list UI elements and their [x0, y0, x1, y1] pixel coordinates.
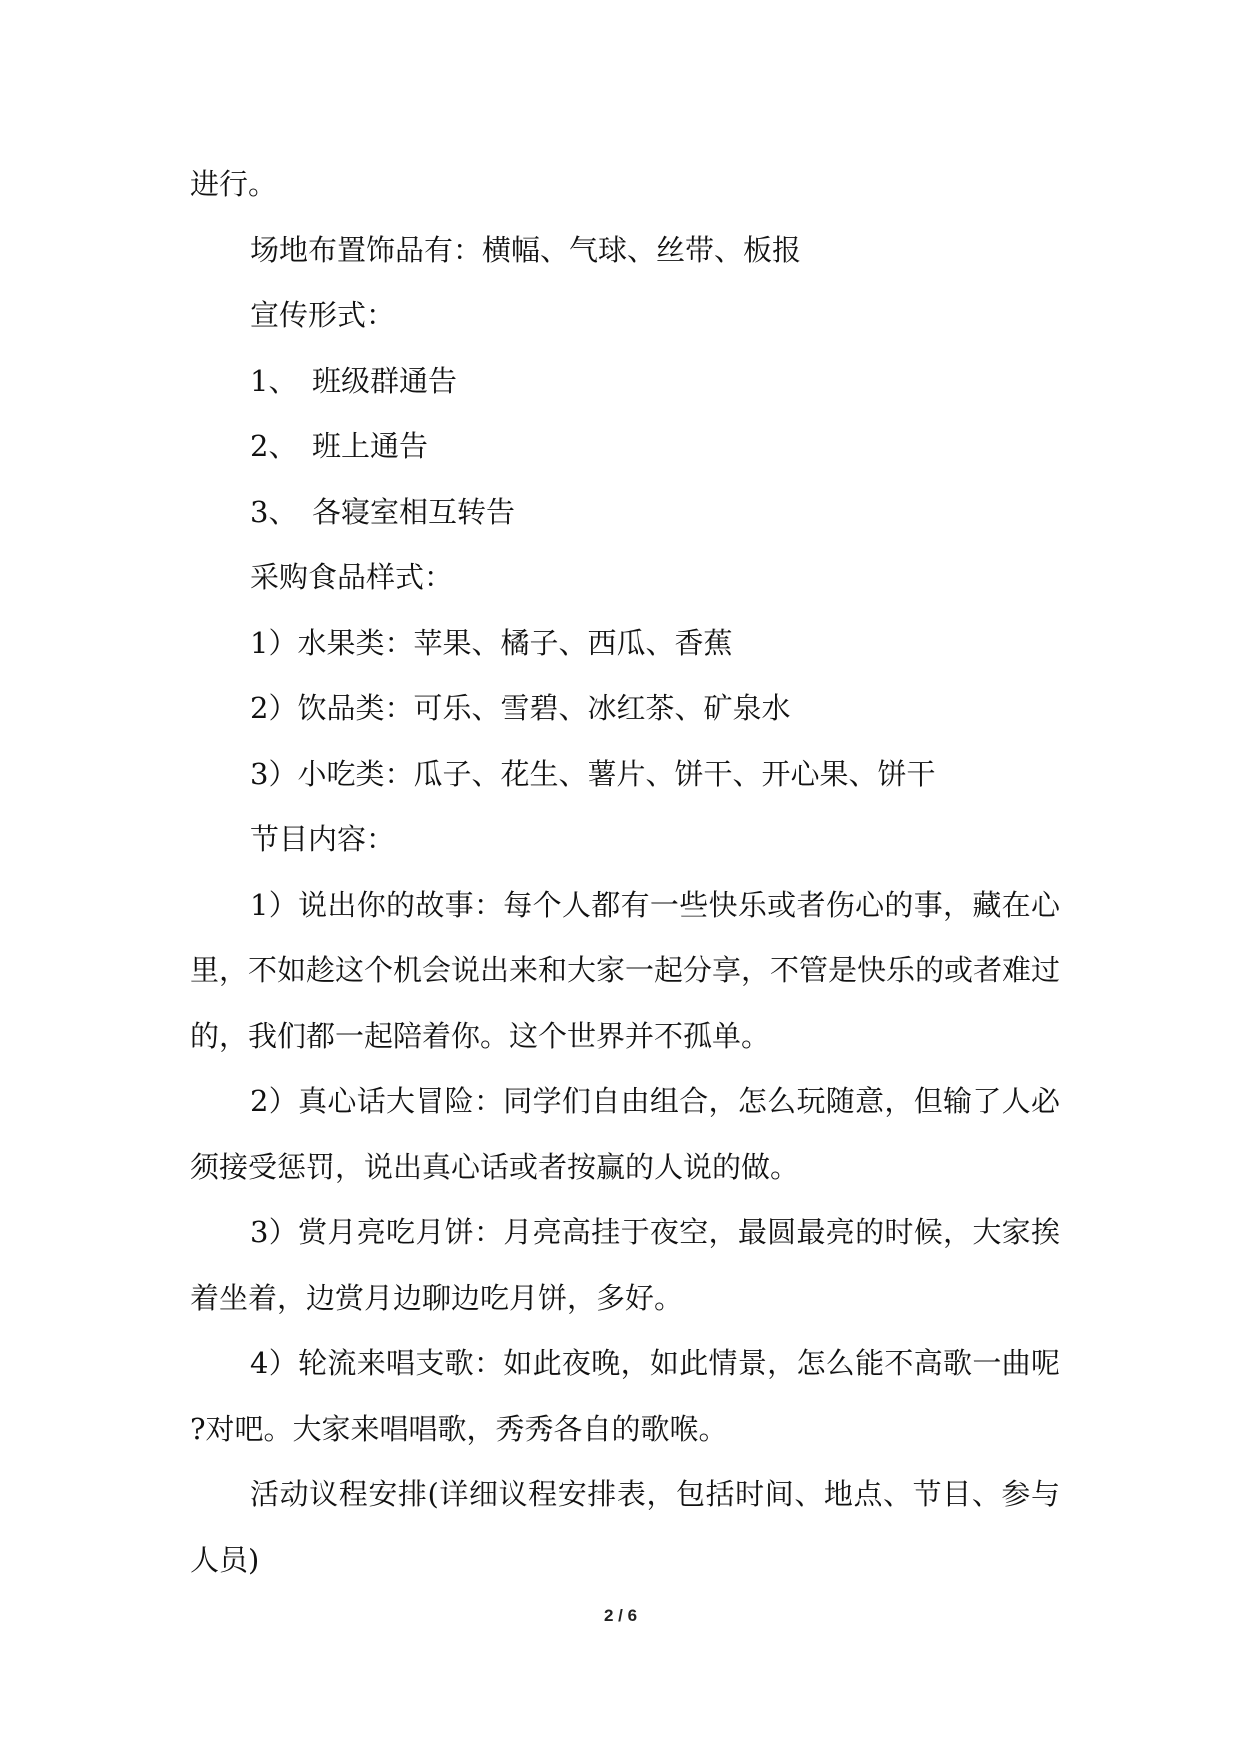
food-item: 2）饮品类：可乐、雪碧、冰红茶、矿泉水 — [250, 691, 791, 725]
program-item: 2）真心话大冒险：同学们自由组合，怎么玩随意，但输了人必须接受惩罚，说出真心话或者按赢的人说的做。 — [190, 1084, 1060, 1184]
document-body — [190, 152, 1060, 1593]
promo-item — [190, 480, 1060, 546]
promo-item-number: 3、 — [250, 494, 298, 529]
program-item: 4）轮流来唱支歌：如此夜晚，如此情景，怎么能不高歌一曲呢?对吧。大家来唱唱歌，秀秀各自的歌喉。 — [190, 1346, 1060, 1446]
program-heading: 节目内容： — [250, 822, 396, 856]
continuation-line: 进行。 — [190, 167, 278, 201]
program-item: 1）说出你的故事：每个人都有一些快乐或者伤心的事，藏在心里，不如趁这个机会说出来和大家一起分享，不管是快乐的或者难过的，我们都一起陪着你。这个世界并不孤单。 — [190, 887, 1061, 1053]
promo-item-number: 1、 — [250, 363, 298, 398]
promo-item — [190, 349, 1060, 415]
program-item: 3）赏月亮吃月饼：月亮高挂于夜空，最圆最亮的时候，大家挨着坐着，边赏月边聊边吃月饼，多好。 — [190, 1215, 1060, 1315]
promo-item-text: 班级群通告 — [312, 363, 458, 398]
promo-item-number: 2、 — [250, 429, 298, 463]
promo-item-text: 班上通告 — [312, 429, 429, 463]
promo-item — [190, 414, 1060, 480]
page-number: 2 / 6 — [603, 1606, 638, 1625]
agenda-paragraph: 活动议程安排(详细议程安排表，包括时间、地点、节目、参与人员) — [190, 1477, 1060, 1577]
food-heading: 采购食品样式： — [250, 560, 454, 594]
promo-heading: 宣传形式： — [250, 298, 396, 332]
food-item: 3）小吃类：瓜子、花生、薯片、饼干、开心果、饼干 — [250, 756, 936, 791]
promo-item-text: 各寝室相互转告 — [312, 494, 516, 529]
venue-decoration-line: 场地布置饰品有：横幅、气球、丝带、板报 — [250, 232, 802, 267]
food-item: 1）水果类：苹果、橘子、西瓜、香蕉 — [250, 625, 733, 660]
